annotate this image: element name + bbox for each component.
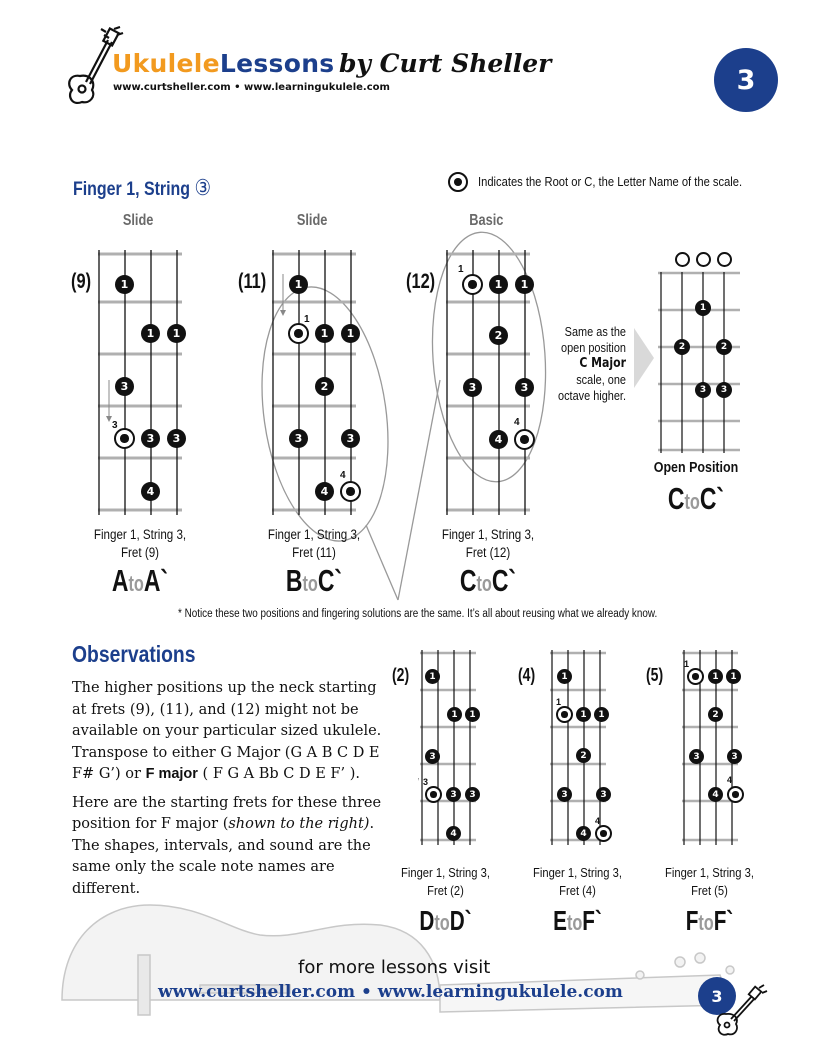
finger-dot: 3: [695, 382, 711, 398]
para2-emphasis: shown to the right): [228, 816, 370, 832]
finger-dot: 4: [315, 482, 334, 501]
from-note: B: [285, 563, 303, 598]
from-note: C: [459, 563, 477, 598]
para1-text: The higher positions up the neck starting at frets (9), (11), and (12) might not be available on your particular sized ukulele. Transpose to either G Major (G A B C D E F# G’) or: [72, 680, 382, 782]
finger-dot: 1: [726, 669, 741, 684]
finger-dot: 1: [341, 324, 360, 343]
finger-dot: 3: [716, 382, 732, 398]
to-note: C`: [699, 481, 725, 516]
from-note: D: [419, 905, 435, 936]
finger-dot: 1: [594, 707, 609, 722]
finger-dot: 1: [167, 324, 186, 343]
observations-paragraph-1: [72, 678, 384, 786]
to-word: to: [684, 489, 700, 514]
from-note: E: [553, 905, 567, 936]
chart-3-caption-line1: Finger 1, String 3,: [441, 527, 535, 542]
para2-text-end: . The shapes, intervals, and sound are the same only the scale note names are different.: [72, 816, 375, 897]
root-note-marker: [556, 706, 573, 723]
to-note: C`: [491, 563, 517, 598]
finger-dot: 3: [446, 787, 461, 802]
para1-scale: ( F G A Bb C D E F’ ).: [197, 766, 360, 782]
finger-dot: 3: [341, 429, 360, 448]
bottom-1-position: (2): [392, 665, 410, 685]
finger-number: 3: [112, 420, 118, 431]
from-note: C: [667, 481, 685, 516]
bottom-3-caption-line1: Finger 1, String 3,: [665, 865, 754, 880]
finger-number: 3: [423, 777, 429, 787]
chart-3-caption-line2: Fret (12): [465, 545, 511, 560]
from-note: A: [111, 563, 129, 598]
finger-number: 4: [727, 775, 733, 785]
bottom-2-key-range: [535, 904, 620, 940]
finger-dot: 1: [289, 275, 308, 294]
to-word: to: [698, 910, 714, 935]
finger-dot: 3: [557, 787, 572, 802]
finger-dot: 2: [576, 748, 591, 763]
finger-dot: 3: [689, 749, 704, 764]
finger-dot: 4: [708, 787, 723, 802]
finger-dot: 3: [596, 787, 611, 802]
to-word: to: [434, 910, 450, 935]
observations-heading: Observations: [72, 641, 196, 667]
finger-dot: 4: [489, 430, 508, 449]
chart-1-position: (9): [71, 270, 92, 293]
finger-dot: 4: [446, 826, 461, 841]
finger-dot: 2: [674, 339, 690, 355]
finger-dot: 3: [141, 429, 160, 448]
finger-dot: 3: [727, 749, 742, 764]
finger-number: 4: [514, 417, 520, 428]
finger-number: 1: [304, 314, 310, 325]
footer-ukulele-icon: [712, 982, 770, 1038]
finger-dot: 1: [315, 324, 334, 343]
notice-text: * Notice these two positions and fingering solutions are the same. It’s all about reusing what we already know.: [178, 608, 658, 620]
bottom-2-caption: [528, 864, 627, 900]
same-as-line5: octave higher.: [557, 388, 626, 403]
finger-dot: 4: [141, 482, 160, 501]
finger-dot: 2: [716, 339, 732, 355]
footer-page-number: 3: [698, 977, 736, 1015]
bottom-3-position: (5): [646, 665, 664, 685]
finger-dot: 1: [708, 669, 723, 684]
to-word: to: [128, 571, 144, 596]
bottom-1-caption-line1: Finger 1, String 3,: [401, 865, 490, 880]
to-note: F`: [713, 905, 734, 936]
finger-number: 1: [684, 659, 690, 669]
para2-text: Here are the starting frets for these three position for F major (: [72, 794, 382, 832]
open-position-title: Open Position: [653, 460, 739, 476]
same-as-line3: C Major: [579, 356, 626, 371]
finger-dot: 2: [489, 326, 508, 345]
chart-3-label: Basic: [468, 212, 504, 229]
finger-number: 4: [595, 816, 601, 826]
same-as-line2: open position: [561, 340, 626, 355]
chart-2-position: (11): [238, 270, 267, 293]
root-note-marker: [687, 668, 704, 685]
finger-dot: 2: [315, 377, 334, 396]
header-urls: www.curtsheller.com • www.learningukulele.com: [113, 82, 390, 93]
finger-dot: 3: [115, 377, 134, 396]
footer-urls: www.curtsheller.com • www.learningukulele.com: [158, 982, 623, 1002]
page-number-badge: 3: [714, 48, 778, 112]
finger-dot: 1: [115, 275, 134, 294]
finger-dot: 3: [289, 429, 308, 448]
bottom-1-caption-line2: Fret (2): [427, 883, 464, 898]
finger-dot: 1: [576, 707, 591, 722]
to-note: D`: [449, 905, 472, 936]
bottom-1-key-range: [403, 904, 488, 940]
chart-1-caption-line2: Fret (9): [120, 545, 160, 560]
bottom-2-caption-line1: Finger 1, String 3,: [533, 865, 622, 880]
to-word: to: [476, 571, 492, 596]
from-note: F: [685, 905, 699, 936]
finger-dot: 1: [515, 275, 534, 294]
finger-dot: 4: [576, 826, 591, 841]
string-three-symbol: ③: [194, 175, 212, 200]
finger-dot: 1: [425, 669, 440, 684]
brand-ukulele: Ukulele: [112, 49, 220, 78]
finger-dot: 1: [447, 707, 462, 722]
para1-fmajor: F major: [145, 766, 198, 782]
section-title-text: Finger 1, String: [73, 179, 191, 200]
finger-dot: 1: [489, 275, 508, 294]
observations-paragraph-2: [72, 793, 384, 901]
root-note-marker: [727, 786, 744, 803]
to-note: A`: [143, 563, 169, 598]
to-note: F`: [582, 905, 602, 936]
footer-visit-text: for more lessons visit: [298, 957, 491, 978]
same-as-line4: scale, one: [576, 372, 626, 387]
bottom-3-caption-line2: Fret (5): [691, 883, 728, 898]
bottom-2-position: (4): [518, 665, 536, 685]
chart-1-label: Slide: [122, 212, 154, 229]
finger-dot: 3: [167, 429, 186, 448]
finger-dot: 2: [708, 707, 723, 722]
finger-dot: 3: [463, 378, 482, 397]
chart-2-caption-line2: Fret (11): [292, 545, 336, 560]
chart-2-caption-line1: Finger 1, String 3,: [267, 527, 361, 542]
root-note-marker: [595, 825, 612, 842]
observations-text: [72, 678, 384, 900]
finger-number: 4: [340, 470, 346, 481]
finger-dot: 3: [515, 378, 534, 397]
finger-dot: 1: [695, 300, 711, 316]
to-note: C`: [317, 563, 343, 598]
finger-number: 1: [556, 697, 562, 707]
bottom-2-caption-line2: Fret (4): [559, 883, 596, 898]
to-word: to: [566, 910, 583, 935]
finger-dot: 1: [465, 707, 480, 722]
finger-dot: 1: [141, 324, 160, 343]
bottom-1-caption: [396, 864, 495, 900]
bottom-3-caption: [660, 864, 759, 900]
root-legend-text: Indicates the Root or C, the Letter Name of the scale.: [478, 174, 743, 189]
chart-2-label: Slide: [296, 212, 328, 229]
finger-number: 1: [458, 264, 464, 275]
finger-dot: 1: [557, 669, 572, 684]
chart-3-position: (12): [406, 270, 436, 293]
to-word: to: [302, 571, 318, 596]
chart-1-caption-line1: Finger 1, String 3,: [93, 527, 187, 542]
brand-lessons: Lessons: [219, 49, 335, 78]
root-note-marker: [425, 786, 442, 803]
brand-byline: by Curt Sheller: [338, 49, 552, 78]
same-as-line1: Same as the: [564, 324, 626, 339]
bottom-3-key-range: [667, 904, 752, 940]
finger-dot: 3: [425, 749, 440, 764]
finger-dot: 3: [465, 787, 480, 802]
